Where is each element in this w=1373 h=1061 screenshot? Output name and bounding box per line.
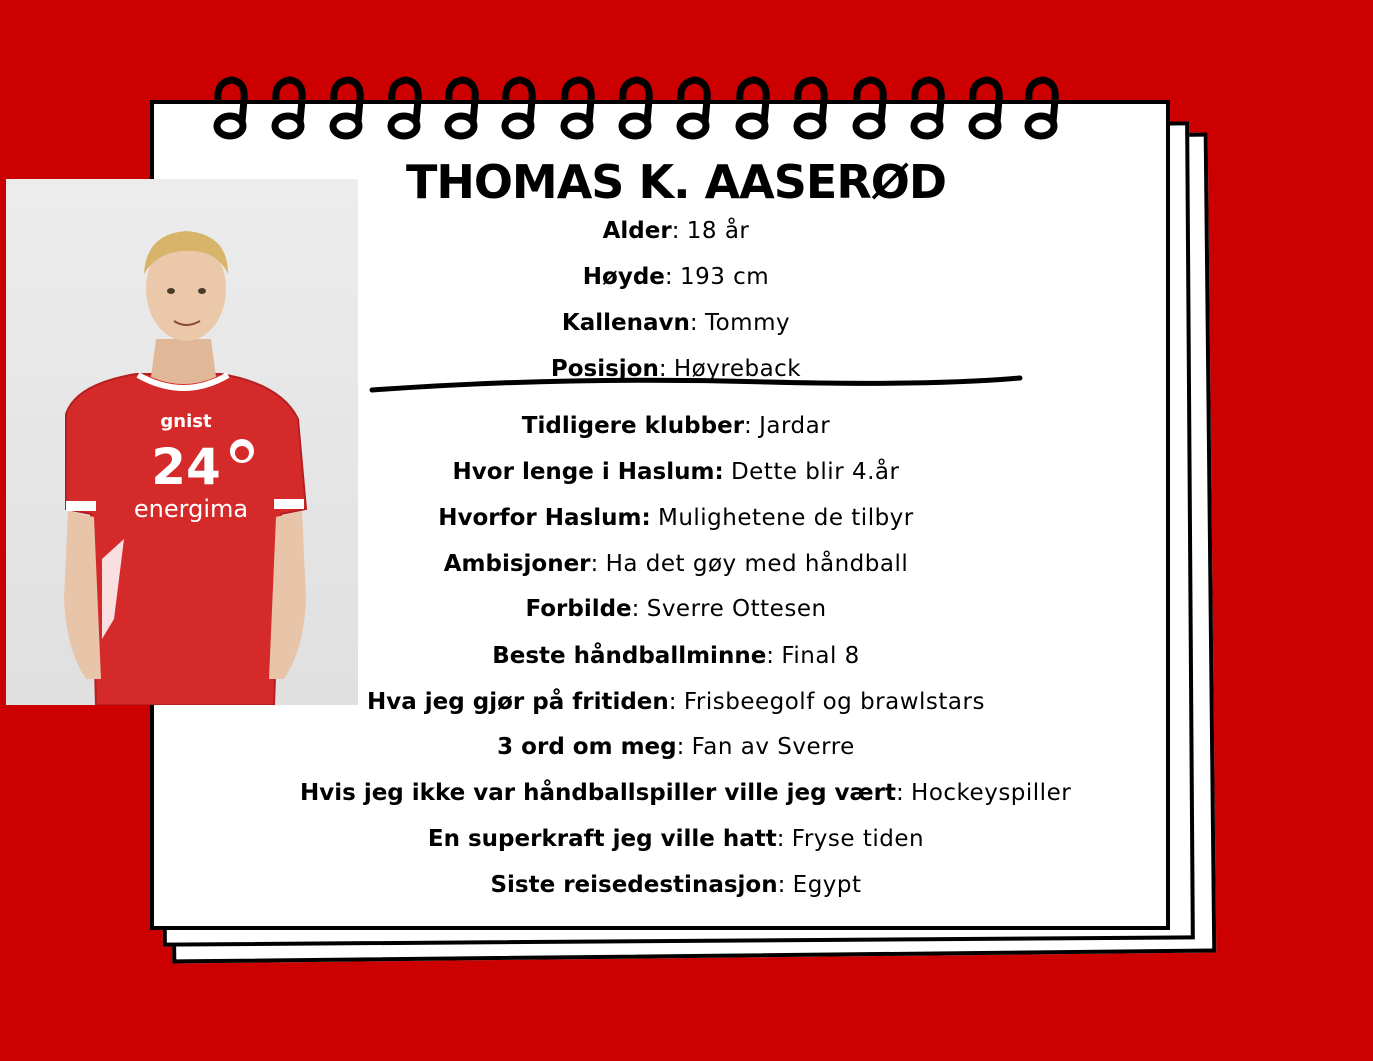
fact-label: Hvorfor Haslum: bbox=[438, 505, 651, 531]
fact-separator: : bbox=[744, 413, 760, 439]
player-name-title: THOMAS K. AASERØD bbox=[405, 155, 947, 209]
fact-separator: : bbox=[676, 734, 692, 760]
fact-label: Siste reisedestinasjon bbox=[490, 872, 778, 898]
fact-separator: : bbox=[664, 264, 680, 290]
spiral-ring bbox=[505, 80, 532, 136]
fact-line bbox=[300, 732, 1052, 762]
spiral-ring bbox=[275, 80, 302, 136]
fact-separator: : bbox=[689, 310, 705, 336]
fact-value: 18 år bbox=[686, 218, 750, 244]
fact-value: 193 cm bbox=[679, 264, 770, 290]
fact-separator bbox=[651, 505, 658, 531]
fact-line bbox=[300, 594, 1052, 624]
fact-value: Sverre Ottesen bbox=[646, 596, 827, 622]
fact-value: Final 8 bbox=[781, 643, 860, 669]
fact-label: Forbilde bbox=[525, 596, 632, 622]
fact-label: Hvor lenge i Haslum: bbox=[452, 459, 724, 485]
fact-separator: : bbox=[777, 872, 793, 898]
fact-label: Hvis jeg ikke var håndballspiller ville jeg vært bbox=[300, 780, 896, 806]
spiral-ring bbox=[333, 80, 360, 136]
fact-label: Alder bbox=[602, 218, 672, 244]
fact-value: Dette blir 4.år bbox=[730, 459, 900, 485]
fact-value: Hockeyspiller bbox=[911, 780, 1072, 806]
fact-separator: : bbox=[658, 356, 674, 382]
fact-label: En superkraft jeg ville hatt bbox=[427, 826, 777, 852]
fact-line bbox=[300, 687, 1052, 717]
fact-label: Ambisjoner bbox=[443, 551, 591, 577]
fact-label: Posisjon bbox=[550, 356, 659, 382]
fact-separator: : bbox=[668, 689, 684, 715]
fact-line bbox=[300, 457, 1052, 487]
fact-line bbox=[300, 641, 1052, 671]
spiral-ring bbox=[739, 80, 766, 136]
spiral-ring bbox=[391, 80, 418, 136]
fact-value: Høyreback bbox=[673, 356, 802, 382]
fact-line bbox=[300, 870, 1052, 900]
spiral-binding bbox=[195, 70, 1095, 145]
fact-value: Tommy bbox=[704, 310, 791, 336]
fact-line bbox=[300, 549, 1052, 579]
spiral-ring bbox=[564, 80, 591, 136]
fact-label: Tidligere klubber bbox=[521, 413, 745, 439]
fact-line bbox=[300, 503, 1052, 533]
fact-label: Hva jeg gjør på fritiden bbox=[367, 689, 669, 715]
fact-separator: : bbox=[766, 643, 782, 669]
spiral-ring bbox=[1028, 80, 1055, 136]
fact-separator: : bbox=[590, 551, 606, 577]
fact-value: Fan av Sverre bbox=[691, 734, 855, 760]
spiral-ring bbox=[797, 80, 824, 136]
fact-label: 3 ord om meg bbox=[497, 734, 677, 760]
fact-line bbox=[300, 824, 1052, 854]
fact-label: Høyde bbox=[582, 264, 665, 290]
fact-separator: : bbox=[776, 826, 792, 852]
spiral-ring bbox=[856, 80, 883, 136]
fact-value: Frisbeegolf og brawlstars bbox=[683, 689, 985, 715]
fact-line bbox=[300, 308, 1052, 338]
spiral-ring bbox=[622, 80, 649, 136]
fact-line bbox=[300, 778, 1072, 808]
svg-text:24: 24 bbox=[151, 438, 221, 496]
fact-separator: : bbox=[671, 218, 687, 244]
fact-value: Ha det gøy med håndball bbox=[605, 551, 909, 577]
fact-value: Egypt bbox=[792, 872, 862, 898]
section-divider bbox=[368, 370, 1028, 400]
fact-separator: : bbox=[895, 780, 912, 806]
fact-label: Kallenavn bbox=[561, 310, 690, 336]
fact-line bbox=[300, 411, 1052, 441]
fact-separator bbox=[724, 459, 731, 485]
spiral-ring bbox=[217, 80, 244, 136]
fact-label: Beste håndballminne bbox=[492, 643, 767, 669]
svg-text:gnist: gnist bbox=[160, 411, 212, 432]
spiral-ring bbox=[914, 80, 941, 136]
fact-value: Jardar bbox=[759, 413, 831, 439]
fact-value: Mulighetene de tilbyr bbox=[657, 505, 914, 531]
svg-text:energima: energima bbox=[133, 495, 249, 523]
fact-separator: : bbox=[631, 596, 647, 622]
fact-line bbox=[300, 216, 1052, 246]
fact-line bbox=[300, 262, 1052, 292]
spiral-ring bbox=[448, 80, 475, 136]
player-photo bbox=[6, 179, 358, 705]
fact-value: Fryse tiden bbox=[791, 826, 925, 852]
spiral-ring bbox=[680, 80, 707, 136]
spiral-ring bbox=[972, 80, 999, 136]
